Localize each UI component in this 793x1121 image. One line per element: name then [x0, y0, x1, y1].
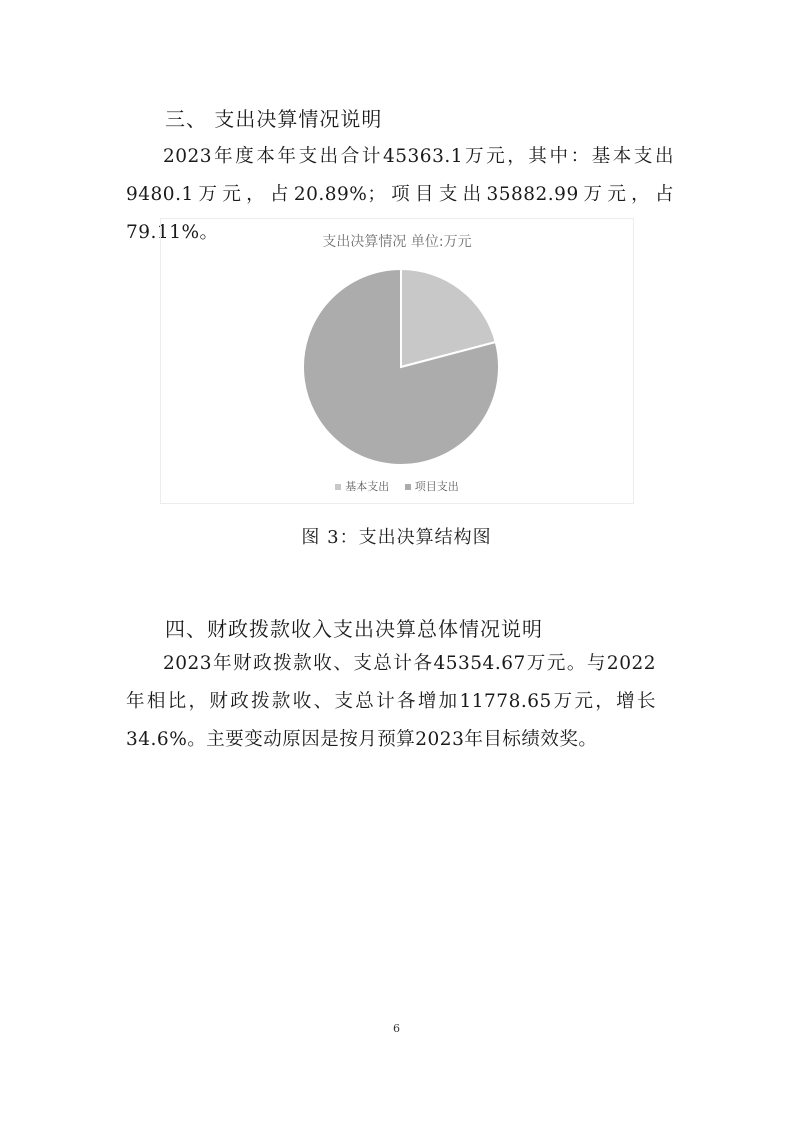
pie-svg	[161, 219, 635, 505]
section-4-heading: 四、财政拨款收入支出决算总体情况说明	[165, 617, 543, 641]
section-3-paragraph: 2023年度本年支出合计45363.1万元，其中：基本支出9480.1万元，占20.89%；项目支出35882.99万元，占79.11%。	[126, 146, 674, 243]
figure-caption: 图 3：支出决算结构图	[301, 527, 492, 548]
legend-item-project	[405, 478, 459, 494]
chart-legend	[161, 478, 633, 494]
page-number: 6	[393, 1022, 400, 1035]
legend-label-basic: 基本支出	[345, 480, 390, 493]
chart-title: 支出决算情况 单位:万元	[322, 234, 472, 250]
expenditure-pie-chart	[160, 218, 634, 504]
legend-label-project: 项目支出	[414, 480, 459, 493]
legend-swatch-basic	[335, 484, 341, 490]
legend-swatch-project	[405, 484, 411, 490]
section-3-heading: 三、 支出决算情况说明	[165, 107, 383, 131]
legend-item-basic	[335, 478, 389, 494]
section-4-paragraph: 2023年财政拨款收、支总计各45354.67万元。与2022年相比，财政拨款收、支总计各增加11778.65万元，增长34.6%。主要变动原因是按月预算2023年目标绩效奖。	[126, 653, 656, 750]
